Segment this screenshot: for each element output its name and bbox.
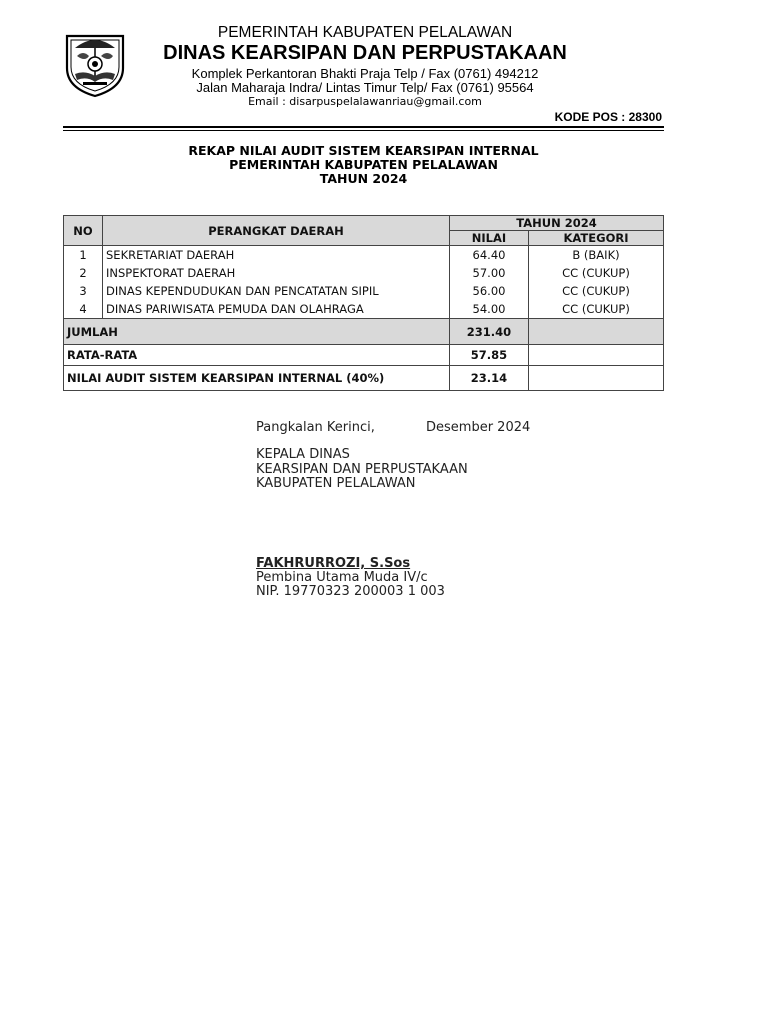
- government-name: PEMERINTAH KABUPATEN PELALAWAN: [217, 24, 513, 41]
- nilai-audit-kategori-empty: [529, 366, 664, 391]
- jumlah-label: JUMLAH: [64, 319, 450, 345]
- table-row: [64, 246, 664, 265]
- header-nilai: NILAI: [450, 231, 529, 246]
- document-title-line-3: TAHUN 2024: [319, 171, 408, 186]
- row-kategori: CC (CUKUP): [529, 264, 664, 282]
- row-nilai: 57.00: [450, 264, 529, 282]
- signature-position-line-1: KEPALA DINAS: [256, 447, 350, 462]
- header-perangkat-daerah: PERANGKAT DAERAH: [103, 216, 450, 246]
- row-perangkat: DINAS PARIWISATA PEMUDA DAN OLAHRAGA: [103, 300, 450, 319]
- postal-code: KODE POS : 28300: [554, 110, 662, 124]
- table-row: [64, 300, 664, 319]
- header-kategori: KATEGORI: [529, 231, 664, 246]
- table-header-row: [64, 216, 664, 231]
- signature-position-line-2: KEARSIPAN DAN PERPUSTAKAAN: [256, 462, 468, 477]
- row-no: 4: [64, 300, 103, 319]
- letterhead-divider-thick: [63, 126, 664, 128]
- row-nilai: 64.40: [450, 246, 529, 265]
- office-name: DINAS KEARSIPAN DAN PERPUSTAKAAN: [163, 42, 567, 64]
- jumlah-value: 231.40: [450, 319, 529, 345]
- pelalawan-regency-emblem: [63, 26, 127, 98]
- row-nilai: 54.00: [450, 300, 529, 319]
- address-line-1: Komplek Perkantoran Bhakti Praja Telp / Fax (0761) 494212: [191, 66, 539, 81]
- row-perangkat: SEKRETARIAT DAERAH: [103, 246, 450, 265]
- signatory-rank: Pembina Utama Muda IV/c: [256, 570, 428, 585]
- row-no: 1: [64, 246, 103, 265]
- rata-rata-value: 57.85: [450, 345, 529, 366]
- row-perangkat: DINAS KEPENDUDUKAN DAN PENCATATAN SIPIL: [103, 282, 450, 300]
- address-line-2: Jalan Maharaja Indra/ Lintas Timur Telp/ Fax (0761) 95564: [196, 80, 534, 95]
- row-kategori: B (BAIK): [529, 246, 664, 265]
- jumlah-row: [64, 319, 664, 345]
- table-row: [64, 264, 664, 282]
- nilai-audit-row: [64, 366, 664, 391]
- table-row: [64, 282, 664, 300]
- row-kategori: CC (CUKUP): [529, 300, 664, 319]
- row-perangkat: INSPEKTORAT DAERAH: [103, 264, 450, 282]
- document-title-line-1: REKAP NILAI AUDIT SISTEM KEARSIPAN INTERNAL: [188, 143, 539, 158]
- row-no: 3: [64, 282, 103, 300]
- signature-date: Desember 2024: [426, 420, 531, 435]
- rata-rata-label: RATA-RATA: [64, 345, 450, 366]
- header-no: NO: [64, 216, 103, 246]
- email-address: Email : disarpuspelalawanriau@gmail.com: [248, 95, 482, 108]
- nilai-audit-label: NILAI AUDIT SISTEM KEARSIPAN INTERNAL (40%): [64, 366, 450, 391]
- header-tahun: TAHUN 2024: [450, 216, 664, 231]
- signature-position-line-3: KABUPATEN PELALAWAN: [256, 476, 416, 491]
- jumlah-kategori-empty: [529, 319, 664, 345]
- signatory-name: FAKHRURROZI, S.Sos: [256, 556, 411, 571]
- row-kategori: CC (CUKUP): [529, 282, 664, 300]
- signature-place: Pangkalan Kerinci,: [256, 420, 375, 435]
- row-no: 2: [64, 264, 103, 282]
- rata-rata-kategori-empty: [529, 345, 664, 366]
- signatory-nip: NIP. 19770323 200003 1 003: [256, 584, 445, 599]
- audit-score-table: [63, 215, 664, 391]
- row-nilai: 56.00: [450, 282, 529, 300]
- document-title-line-2: PEMERINTAH KABUPATEN PELALAWAN: [229, 157, 498, 172]
- letterhead-divider-thin: [63, 130, 664, 131]
- rata-rata-row: [64, 345, 664, 366]
- nilai-audit-value: 23.14: [450, 366, 529, 391]
